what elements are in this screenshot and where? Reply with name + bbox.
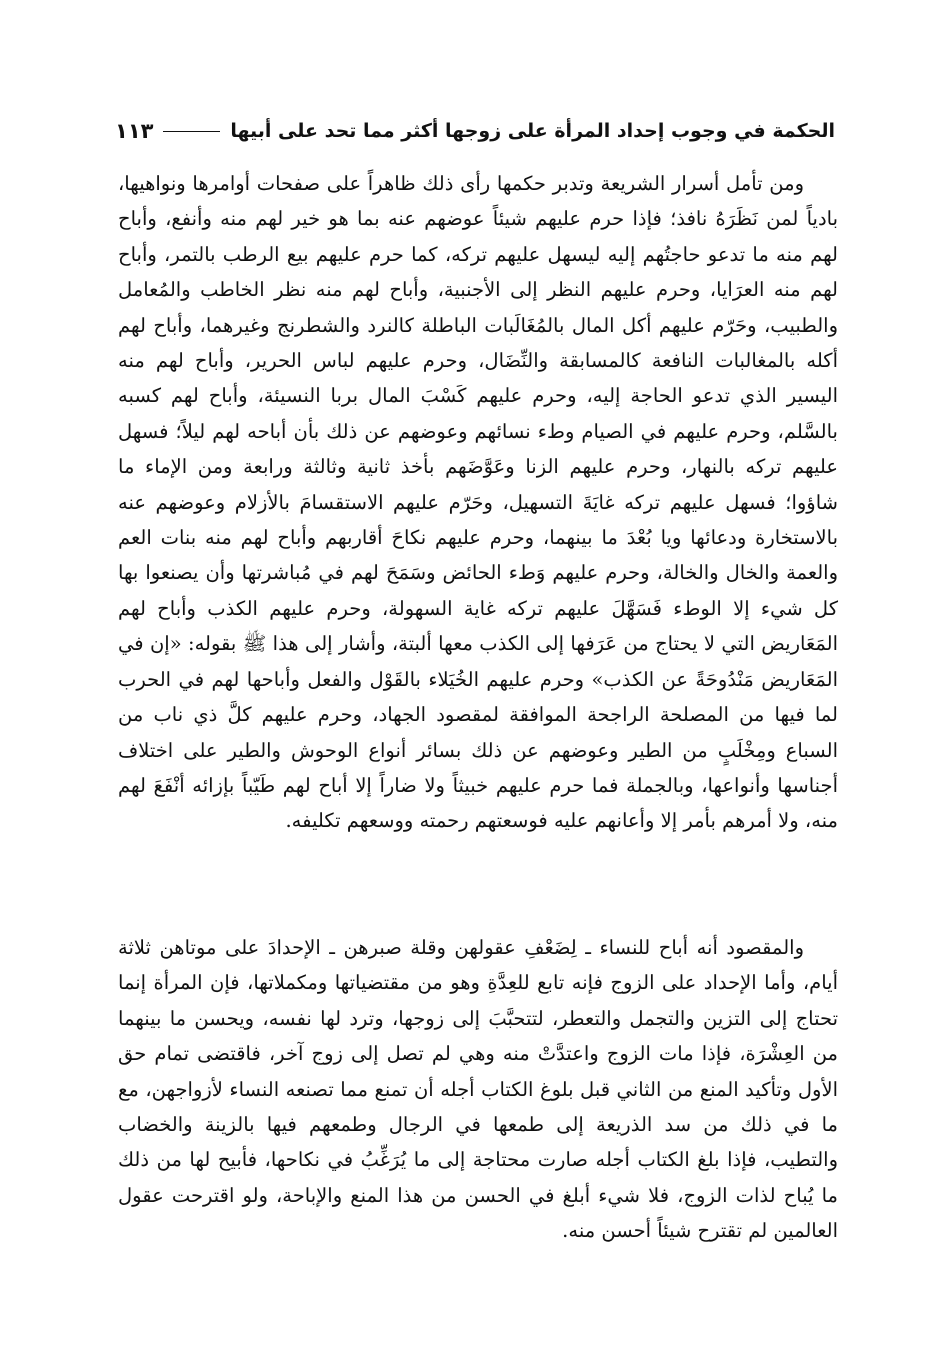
header-rule — [163, 131, 220, 132]
body-paragraph-2: والمقصود أنه أباح للنساء ـ لِضَعْفِ عقولهن وقلة صبرهن ـ الإحدادَ على موتاهن ثلاثة أيام، وأما الإحداد على الزوج فإنه تابع للعِدَّةِ وهو من مقتضياتها ومكملاتها، فإن المرأة إنما تحتاج إلى التزين والتجمل والتعطر، لتتحبَّبَ إلى زوجها، وترد لها نفسه، ويحسن ما بينهما من العِشْرَة، فإذا مات الزوج واعتدَّتْ منه وهي لم تصل إلى زوج آخر، فاقتضى تمام حق الأول وتأكيد المنع من الثاني قبل بلوغ الكتاب أجله أن تمنع مما تصنعه النساء لأزواجهن، مع ما في ذلك من سد الذريعة إلى طمعها في الرجال وطمعهم فيها بالزينة والخضاب والتطيب، فإذا بلغ الكتاب أجله صارت محتاجة إلى ما يُرَغِّبُ في نكاحها، فأبيح لها من ذلك ما يُباح لذات الزوج، فلا شيء أبلغ في الحسن من هذا المنع والإباحة، ولو اقترحت عقول العالمين لم تقترح شيئاً أحسن منه. — [118, 936, 838, 1243]
running-header — [115, 112, 835, 150]
body-paragraph-1: ومن تأمل أسرار الشريعة وتدبر حكمها رأى ذلك ظاهراً على صفحات أوامرها ونواهيها، بادياً لمن نَظَرَهُ نافذ؛ فإذا حرم عليهم شيئاً عوضهم عنه بما هو خير لهم منه وأنفع، وأباح لهم منه ما تدعو حاجتُهم إليه ليسهل عليهم تركه، كما حرم عليهم بيع الرطب بالتمر، وأباح لهم منه العرَايا، وحرم عليهم النظر إلى الأجنبية، وأباح لهم منه نظر الخاطب والمُعامل والطبيب، وحَرّم عليهم أكل المال بالمُغَالَبات الباطلة كالنرد والشطرنج وغيرهما، وأباح لهم أكله بالمغالبات النافعة كالمسابقة والنِّضَال، وحرم عليهم لباس الحرير، وأباح لهم منه اليسير الذي تدعو الحاجة إليه، وحرم عليهم كَسْبَ المال بربا النسيئة، وأباح لهم كسبه بالسَّلم، وحرم عليهم في الصيام وطء نسائهم وعوضهم عن ذلك بأن أباحه لهم ليلاً؛ فسهل عليهم تركه بالنهار، وحرم عليهم الزنا وعَوَّضَهم بأخذ ثانية وثالثة ورابعة ومن الإماء ما شاؤوا؛ فسهل عليهم تركه غايَةَ التسهيل، وحَرّم عليهم الاستقسامَ بالأزلام وعوضهم عنه بالاستخارة ودعائها ويا بُعْدَ ما بينهما، وحرم عليهم نكاحَ أقاربهم وأباح لهم منه بنات العم والعمة والخال والخالة، وحرم عليهم وَطء الحائض وسَمَحَ لهم في مُباشرتها وأن يصنعوا بها كل شيء إلا الوطء فَسَهَّلَ عليهم تركه غاية السهولة، وحرم عليهم الكذب وأباح لهم المَعَاريض التي لا يحتاج من عَرَفها إلى الكذب معها ألبتة، وأشار إلى هذا ﷺ بقوله: «إن في المَعَاريض مَنْدُوحَةً عن الكذب» وحرم عليهم الخُيَلاء بالقَوْل والفعل وأباحها لهم في الحرب لما فيها من المصلحة الراجحة الموافقة لمقصود الجهاد، وحرم عليهم كلَّ ذي ناب من السباع ومِخْلَبٍ من الطير وعوضهم عن ذلك بسائر أنواع الوحوش والطير على اختلاف أجناسها وأنواعها، وبالجملة فما حرم عليهم خبيثاً ولا ضاراً إلا أباح لهم طَيّباً بإزائه أنْفَعَ لهم منه، ولا أمرهم بأمر إلا وأعانهم عليه فوسعتهم رحمته ووسعهم تكليفه. — [118, 172, 838, 833]
chapter-title: الحكمة في وجوب إحداد المرأة على زوجها أكثر مما تحد على أبيها — [230, 120, 835, 142]
page-number: ١١٣ — [115, 119, 154, 143]
